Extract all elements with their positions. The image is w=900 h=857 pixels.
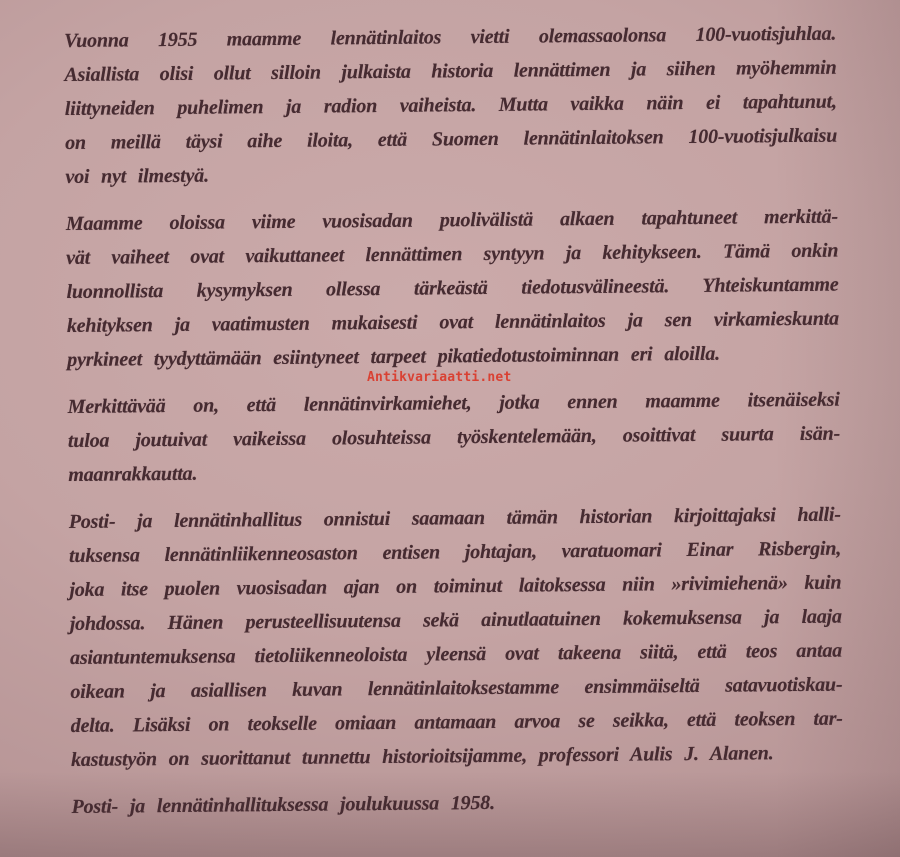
text-line: Posti- ja lennätinhallituksessa joulukuussa 1958.	[71, 791, 495, 818]
text-line: maanrakkautta.	[68, 462, 198, 486]
text-line: pyrkineet tyydyttämään esiintyneet tarpeet pikatiedotustoiminnan eri aloilla.	[67, 342, 721, 371]
text-line: kehityksen ja vaatimusten mukaisesti ovat lennätinlaitos ja sen virkamieskunta	[66, 307, 839, 337]
text-line: johdossa. Hänen perusteellisuutensa sekä ainutlaatuinen kokemuksensa ja laaja	[69, 605, 842, 635]
text-line: Vuonna 1955 maamme lennätinlaitos vietti olemassaolonsa 100-vuotisjuhlaa.	[64, 22, 837, 52]
text-line: kastustyön on suorittanut tunnettu historioitsijamme, professori Aulis J. Alanen.	[70, 742, 774, 771]
text-line: on meillä täysi aihe iloita, että Suomen lennätinlaitoksen 100-vuotisjulkaisu	[65, 124, 838, 154]
text-line: Posti- ja lennätinhallitus onnistui saamaan tämän historian kirjoittajaksi halli-	[68, 503, 841, 533]
text-line: tuloa joutuivat vaikeissa olosuhteissa työskentelemään, osoittivat suurta isän-	[67, 422, 841, 452]
paragraph	[66, 200, 840, 377]
text-line: delta. Lisäksi on teokselle omiaan antamaan arvoa se seikka, että teoksen tar-	[70, 707, 843, 737]
text-line: voi nyt ilmestyä.	[65, 164, 209, 188]
paragraph	[68, 383, 841, 492]
text-line: vät vaiheet ovat vaikuttaneet lennättimen syntyyn ja kehitykseen. Tämä onkin	[66, 239, 839, 269]
text-line: Maamme oloissa viime vuosisadan puolivälistä alkaen tapahtuneet merkittä-	[65, 205, 838, 235]
paragraph	[64, 17, 838, 194]
text-line: luonnollista kysymyksen ollessa tärkeästä tiedotusvälineestä. Yhteiskuntamme	[66, 273, 839, 303]
text-line: Merkittävää on, että lennätinvirkamiehet, jotka ennen maamme itsenäiseksi	[67, 388, 840, 418]
text-line: asiantuntemuksensa tietoliikenneoloista yleensä ovat takeena siitä, että teos antaa	[69, 639, 843, 669]
paragraph	[71, 783, 843, 824]
text-line: liittyneiden puhelimen ja radion vaiheista. Mutta vaikka näin ei tapahtunut,	[64, 90, 837, 120]
text-line: joka itse puolen vuosisadan ajan on toiminut laitoksessa niin »rivimiehenä» kuin	[69, 571, 842, 601]
text-line: oikean ja asiallisen kuvan lennätinlaitoksestamme ensimmäiseltä satavuotiskau-	[70, 673, 843, 703]
text-line: Asiallista olisi ollut silloin julkaista historia lennättimen ja siihen myöhemmin	[64, 56, 837, 86]
paragraph	[69, 498, 844, 777]
text-line: tuksensa lennätinliikenneosaston entisen johtajan, varatuomari Einar Risbergin,	[69, 537, 842, 567]
watermark-antikvariaatti: Antikvariaatti.net	[367, 370, 512, 385]
page-text	[64, 17, 844, 837]
